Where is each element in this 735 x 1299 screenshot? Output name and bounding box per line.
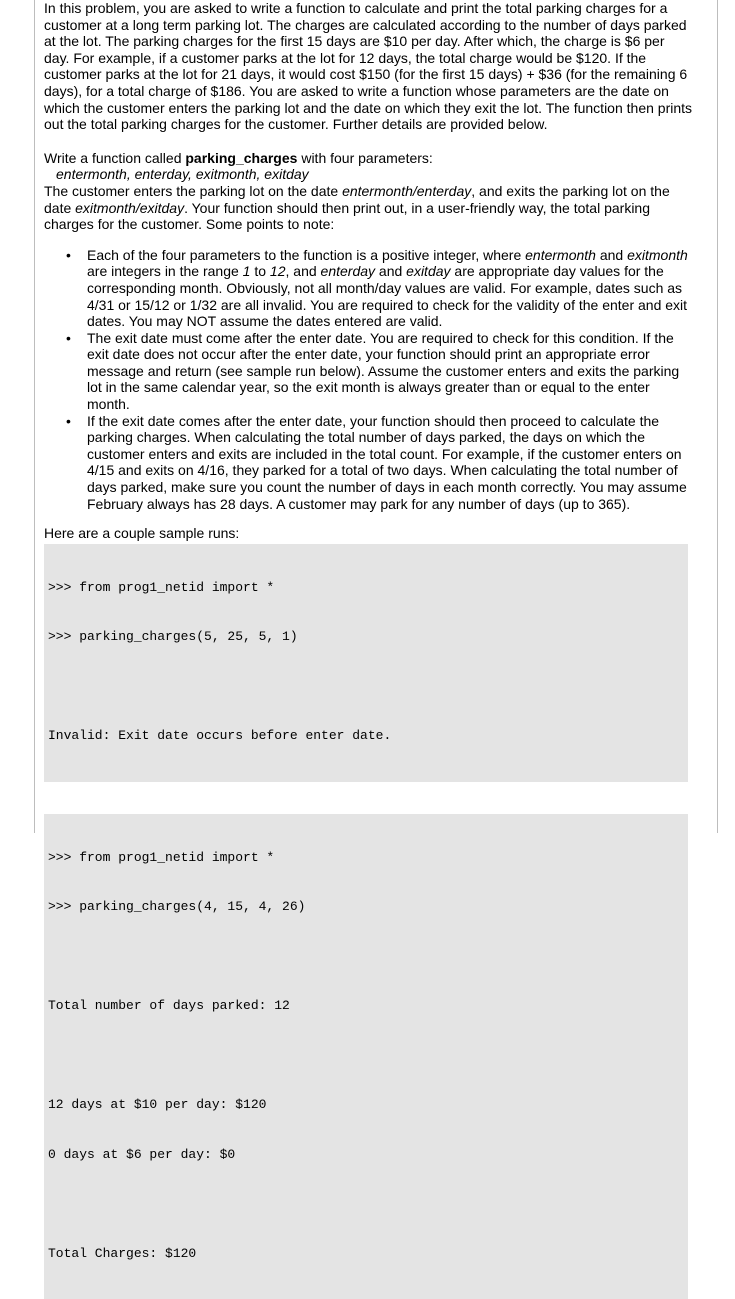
range-value: 1	[242, 263, 251, 280]
code-import-line: >>> from prog1_netid import *	[48, 849, 275, 865]
param-term: enterday	[320, 263, 376, 280]
function-spec-line	[44, 150, 692, 167]
note-text: and	[595, 246, 628, 263]
intro-paragraph: In this problem, you are asked to write a function to calculate and print the total parking charges for a customer at a long term parking lot. The charges are calculated according to the number of days parked at the lot. The parking charges for the first 15 days are $10 per day. After which, the charge is $6 per day. For example, if a customer parks at the lot for 12 days, the total charge would be $120. If the customer parks at the lot for 21 days, it would cost $150 (for the first 15 days) + $36 (for the remaining 6 days), for a total charge of $186. You are asked to write a function whose parameters are the date on which the customer enters the parking lot and the date on which they exit the lot. The function then prints out the total parking charges for the customer. Further details are provided below.	[44, 0, 693, 133]
desc-text-1: The customer enters the parking lot on the date	[44, 182, 343, 199]
param-term: exitday	[406, 263, 451, 280]
code-output-rate-6: 0 days at $6 per day: $0	[48, 1146, 236, 1162]
code-blank-line	[48, 1048, 684, 1065]
code-output-rate-10: 12 days at $10 per day: $120	[48, 1097, 267, 1113]
enter-date-term: entermonth/enterday	[342, 182, 472, 199]
code-call-line: >>> parking_charges(4, 15, 4, 26)	[48, 899, 306, 915]
code-output-line: Invalid: Exit date occurs before enter date.	[48, 728, 392, 744]
code-import-line: >>> from prog1_netid import *	[48, 579, 275, 595]
page-border-left	[34, 0, 35, 833]
function-description	[44, 183, 692, 233]
function-parameters: entermonth, enterday, exitmonth, exitday	[56, 166, 309, 183]
desc-text-2: , and exits the parking lot on the date	[44, 182, 670, 216]
note-text: are integers in the range	[87, 263, 243, 280]
sample-run-invalid	[44, 544, 688, 782]
function-name: parking_charges	[185, 149, 298, 166]
code-output-total-charges: Total Charges: $120	[48, 1245, 197, 1261]
note-text: and	[375, 263, 407, 280]
note-text: to	[250, 263, 270, 280]
page-border-right	[717, 0, 718, 833]
samples-label: Here are a couple sample runs:	[44, 525, 240, 542]
note-text: are appropriate day values for the corresponding month. Obviously, not all month/day values are valid. For example, dates such as 4/31 or 15/12 or 1/32 are all invalid. You are required to check for the validity of the enter and exit dates. You may NOT assume the dates entered are valid.	[87, 263, 688, 330]
notes-list	[44, 247, 693, 513]
exit-date-term: exitmonth/exitday	[75, 199, 185, 216]
param-term: exitmonth	[627, 246, 688, 263]
code-output-total-days: Total number of days parked: 12	[48, 998, 290, 1014]
sample-run-valid	[44, 814, 688, 1299]
note-text: , and	[285, 263, 321, 280]
desc-text-3: . Your function should then print out, in a user-friendly way, the total parking charges for the customer. Some points to note:	[44, 199, 651, 233]
function-spec-suffix: with four parameters:	[297, 149, 433, 166]
code-blank-line	[48, 949, 684, 966]
param-term: entermonth	[525, 246, 596, 263]
range-value: 12	[269, 263, 286, 280]
code-blank-line	[48, 679, 684, 696]
note-item-exit-after-enter: • The exit date must come after the enter date. You are required to check for this condition. If the exit date does not occur after the enter date, your function should print an appropriate error message and return (see sample run below). Assume the customer enters and exits the parking lot in the same calendar year, so the exit month is always greater than or equal to the enter month.	[87, 330, 693, 413]
code-call-line: >>> parking_charges(5, 25, 5, 1)	[48, 629, 298, 645]
function-spec-prefix: Write a function called	[44, 149, 186, 166]
note-item-valid-dates	[87, 247, 693, 330]
note-item-calculate-charges: • If the exit date comes after the enter date, your function should then proceed to calculate the parking charges. When calculating the total number of days parked, the days on which the customer enters and exits are included in the total count. For example, if the customer enters on 4/15 and exits on 4/16, they parked for a total of two days. When calculating the total number of days parked, make sure you count the number of days in each month correctly. You may assume February always has 28 days. A customer may park for any number of days (up to 365).	[87, 413, 693, 513]
code-blank-line	[48, 1196, 684, 1213]
note-text: Each of the four parameters to the function is a positive integer, where	[87, 246, 526, 263]
